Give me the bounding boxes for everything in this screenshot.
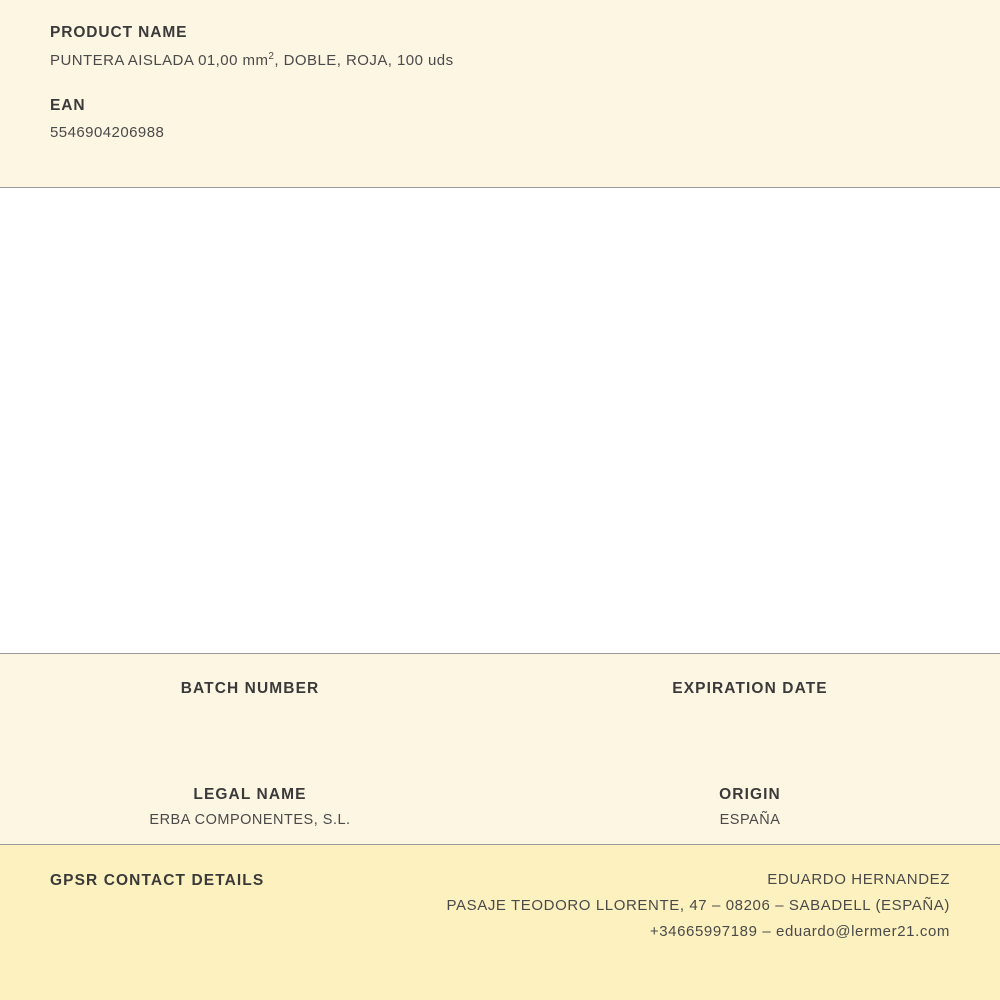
legal-name-label: LEGAL NAME xyxy=(193,786,307,803)
gpsr-contact-block xyxy=(0,845,1000,1000)
ean-group xyxy=(50,97,950,141)
expiration-date-value xyxy=(520,706,980,724)
batch-number-label: BATCH NUMBER xyxy=(180,680,320,697)
legal-name-value: ERBA COMPONENTES, S.L. xyxy=(149,812,351,828)
gpsr-contact-phone-email: +34665997189 – eduardo@lermer21.com xyxy=(649,923,950,940)
expiration-date-cell xyxy=(500,680,1000,724)
batch-number-cell xyxy=(0,680,500,724)
origin-label: ORIGIN xyxy=(719,786,781,803)
product-name-label: PRODUCT NAME xyxy=(50,24,188,41)
product-info-block xyxy=(0,654,1000,844)
batch-number-value xyxy=(20,706,480,724)
product-image-area xyxy=(0,188,1000,653)
ean-value: 5546904206988 xyxy=(50,124,165,141)
info-row-legal-origin xyxy=(0,786,1000,830)
info-row-batch-expiration xyxy=(0,680,1000,724)
origin-value: ESPAÑA xyxy=(719,812,781,828)
gpsr-contact-name: EDUARDO HERNANDEZ xyxy=(767,871,950,888)
product-name-value: PUNTERA AISLADA 01,00 $mm^2$, DOBLE, ROJA, 100 uds xyxy=(50,51,454,69)
gpsr-contact-label: GPSR CONTACT DETAILS xyxy=(50,872,265,889)
gpsr-contact-lines xyxy=(447,871,950,940)
expiration-date-label: EXPIRATION DATE xyxy=(672,680,828,697)
product-name-group xyxy=(50,24,950,69)
origin-cell xyxy=(500,786,1000,830)
ean-label: EAN xyxy=(50,97,86,114)
product-header-block xyxy=(0,0,1000,187)
legal-name-cell xyxy=(0,786,500,830)
gpsr-contact-address: PASAJE TEODORO LLORENTE, 47 – 08206 – SABADELL (ESPAÑA) xyxy=(446,897,950,914)
